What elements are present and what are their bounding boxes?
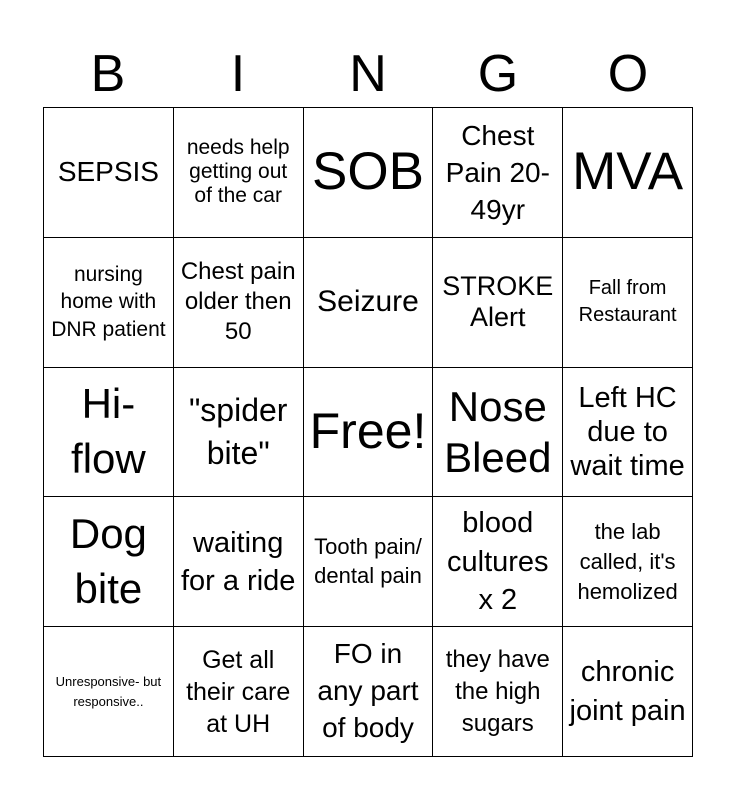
bingo-cell[interactable]: Chest Pain 20-49yr (433, 108, 563, 238)
bingo-header (43, 40, 693, 108)
header-letter-g: G (477, 45, 519, 103)
bingo-cell[interactable]: Fall from Restaurant (563, 238, 693, 368)
header-letter-b: B (90, 45, 126, 103)
bingo-cell[interactable]: Left HC due to wait time (563, 368, 693, 498)
bingo-cell[interactable]: chronic joint pain (563, 627, 693, 757)
bingo-cell[interactable]: Tooth pain/ dental pain (304, 497, 434, 627)
bingo-cell[interactable]: blood cultures x 2 (433, 497, 563, 627)
bingo-cell[interactable]: nursing home with DNR patient (44, 238, 174, 368)
bingo-cell[interactable]: Dog bite (44, 497, 174, 627)
bingo-cell[interactable]: Hi-flow (44, 368, 174, 498)
bingo-cell[interactable]: Nose Bleed (433, 368, 563, 498)
bingo-cell[interactable]: MVA (563, 108, 693, 238)
bingo-cell[interactable]: FO in any part of body (304, 627, 434, 757)
bingo-cell[interactable]: Unresponsive- but responsive.. (44, 627, 174, 757)
bingo-cell[interactable]: needs help getting out of the car (174, 108, 304, 238)
bingo-cell free-space[interactable]: Free! (304, 368, 434, 498)
header-letter-n: N (349, 45, 387, 103)
bingo-cell[interactable]: they have the high sugars (433, 627, 563, 757)
header-letter-o: O (607, 45, 649, 103)
bingo-cell[interactable]: "spider bite" (174, 368, 304, 498)
bingo-cell[interactable]: Chest pain older then 50 (174, 238, 304, 368)
bingo-cell[interactable]: SEPSIS (44, 108, 174, 238)
bingo-cell[interactable]: SOB (304, 108, 434, 238)
bingo-cell[interactable]: waiting for a ride (174, 497, 304, 627)
bingo-cell[interactable]: Get all their care at UH (174, 627, 304, 757)
header-letter-i: I (230, 45, 246, 103)
bingo-cell[interactable]: the lab called, it's hemolized (563, 497, 693, 627)
bingo-cell[interactable]: STROKE Alert (433, 238, 563, 368)
bingo-card-grid (43, 107, 693, 757)
bingo-cell[interactable]: Seizure (304, 238, 434, 368)
